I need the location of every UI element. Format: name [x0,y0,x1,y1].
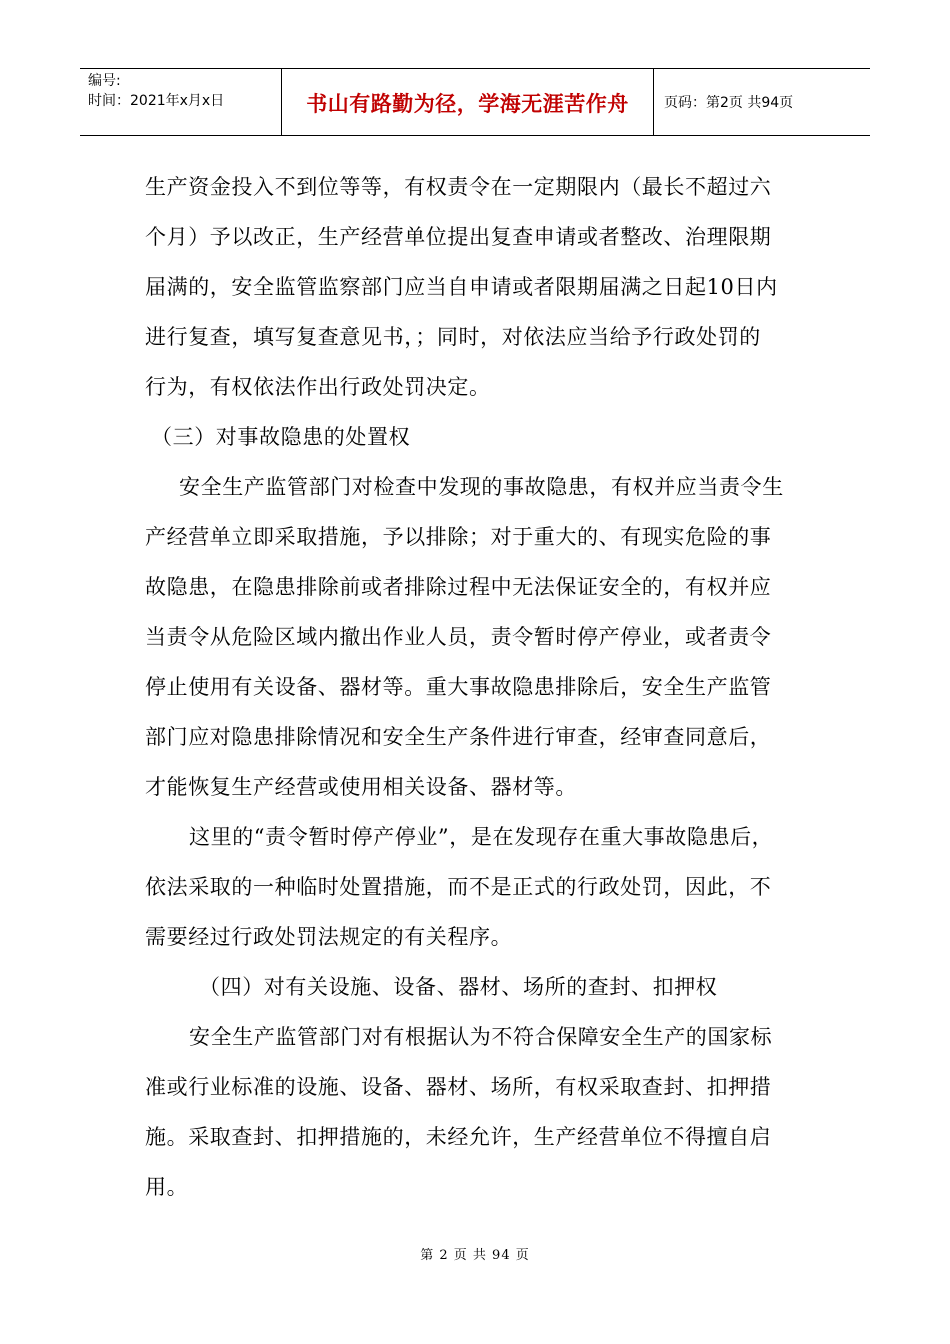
header-page-info: 页码：第2页 共94页 [664,95,794,111]
body-line: 故隐患，在隐患排除前或者排除过程中无法保证安全的，有权并应 [145,575,772,599]
body-line: 依法采取的一种临时处置措施，而不是正式的行政处罚，因此，不 [145,875,772,899]
page-footer: 第 2 页 共 94 页 [420,1248,530,1263]
document-body [145,162,817,1212]
section-heading: （四）对有关设施、设备、器材、场所的查封、扣押权 [199,975,718,999]
page-header [80,68,870,136]
header-meta [80,69,282,135]
body-line: 当责令从危险区域内撤出作业人员，责令暂时停产停业，或者责令 [145,625,772,649]
body-line: 安全生产监管部门对有根据认为不符合保障安全生产的国家标 [189,1025,773,1049]
body-line: 才能恢复生产经营或使用相关设备、器材等。 [145,775,577,799]
section-heading: （三）对事故隐患的处置权 [151,425,411,449]
body-line: 部门应对隐患排除情况和安全生产条件进行审查，经审查同意后， [145,725,772,749]
body-line: 停止使用有关设备、器材等。重大事故隐患排除后，安全生产监管 [145,675,772,699]
body-line: 施。采取查封、扣押措施的，未经允许，生产经营单位不得擅自启 [145,1125,772,1149]
body-line: 准或行业标准的设施、设备、器材、场所，有权采取查封、扣押措 [145,1075,772,1099]
body-line: 用。 [145,1175,189,1199]
body-line: 个月）予以改正，生产经营单位提出复查申请或者整改、治理限期 [145,225,772,249]
body-line: 进行复查，填写复查意见书，；同时，对依法应当给予行政处罚的 [145,325,761,349]
header-motto: 书山有路勤为径，学海无涯苦作舟 [282,69,654,135]
body-line: 行为，有权依法作出行政处罚决定。 [145,375,491,399]
document-number-label: 编号: [88,73,121,89]
body-line: 生产资金投入不到位等等，有权责令在一定期限内（最长不超过六 [145,175,772,199]
body-line: 安全生产监管部门对检查中发现的事故隐患，有权并应当责令生 [179,475,784,499]
body-line: 产经营单立即采取措施，予以排除；对于重大的、有现实危险的事 [145,525,772,549]
document-date: 时间：2021年x月x日 [88,93,225,109]
body-line: 这里的“责令暂时停产停业”，是在发现存在重大事故隐患后， [189,825,774,849]
body-line: 届满的，安全监管监察部门应当自申请或者限期届满之日起10日内 [145,275,778,299]
body-line: 需要经过行政处罚法规定的有关程序。 [145,925,513,949]
